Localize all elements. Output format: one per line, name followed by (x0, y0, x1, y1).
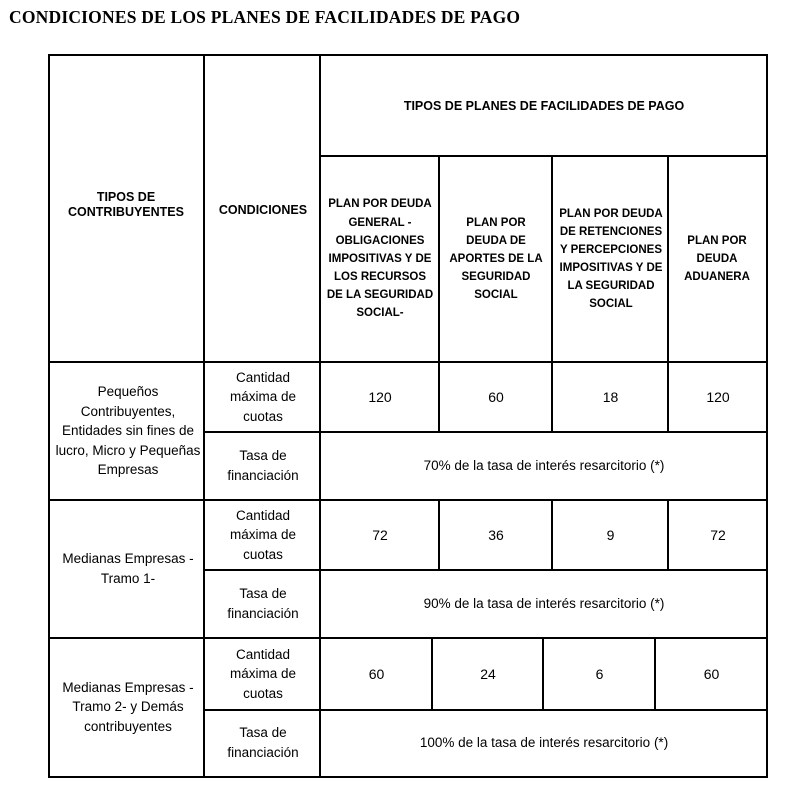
header-contribuyentes (62, 165, 190, 245)
row-1-cuotas-label-text: Cantidad máxima de cuotas (229, 369, 297, 424)
divider-plan-2 (551, 155, 553, 432)
divider-plan-3-g2 (667, 499, 669, 570)
row-2-contribuyente-label: Medianas Empresas -Tramo 1- (62, 551, 194, 586)
header-plan-aduanera-label: PLAN POR DEUDA ADUANERA (684, 234, 750, 284)
row-1-contribuyente (55, 362, 201, 500)
divider-plan-1-g3 (431, 637, 433, 710)
header-tipos-planes (321, 56, 767, 156)
table-border-left (48, 54, 50, 778)
row-1-tasa-label (206, 432, 320, 500)
divider-plan-2-g2 (551, 499, 553, 570)
row-1-cuota-general: 120 (368, 388, 392, 405)
row-3-tasa: 100% de la tasa de interés resarcitorio (*) (419, 735, 669, 751)
table-border-bottom (48, 776, 768, 778)
row-3-contribuyente (55, 638, 201, 776)
divider-group-1-2 (48, 499, 768, 501)
row-3-cuota-aduanera: 60 (703, 665, 720, 682)
row-1-cuota-aduanera: 120 (706, 388, 730, 405)
row-2-cuotas-label-text: Cantidad máxima de cuotas (229, 507, 297, 562)
divider-group-2-3 (48, 637, 768, 639)
divider-tipos-planes (319, 155, 768, 157)
row-2-tasa: 90% de la tasa de interés resarcitorio (*) (423, 596, 665, 612)
header-plan-aportes-label: PLAN POR DEUDA DE APORTES DE LA SEGURIDAD SOCIAL (449, 216, 543, 302)
header-plan-general (326, 158, 434, 360)
divider-plan-3-g3 (654, 637, 656, 710)
row-3-cuota-general: 60 (368, 665, 385, 682)
row-1-cuota-retenciones: 18 (602, 388, 619, 405)
row-3-tasa-label (206, 710, 320, 776)
divider-plan-1-g2 (438, 499, 440, 570)
header-plan-retenciones-label: PLAN POR DEUDA DE RETENCIONES Y PERCEPCIONES IMPOSITIVAS Y DE LA SEGURIDAD SOCIAL (559, 207, 663, 311)
row-1-tasa: 70% de la tasa de interés resarcitorio (*) (423, 458, 665, 474)
divider-condiciones (319, 54, 321, 778)
header-plan-aduanera (677, 158, 757, 360)
row-3-cuotas-label-text: Cantidad máxima de cuotas (229, 646, 297, 701)
divider-plan-3 (667, 155, 669, 432)
header-plan-retenciones (559, 158, 663, 360)
table-border-right (766, 54, 768, 778)
header-condiciones (206, 195, 320, 225)
row-3-tasa-label-text: Tasa de financiación (227, 725, 299, 760)
row-1-tasa-label-text: Tasa de financiación (227, 448, 299, 483)
row-1-cuotas-label (206, 362, 320, 432)
header-plan-aportes (446, 158, 546, 360)
row-3-cuota-aportes: 24 (480, 665, 496, 682)
row-3-contribuyente-label: Medianas Empresas -Tramo 2- y Demás contribuyentes (62, 679, 194, 734)
row-2-contribuyente (55, 500, 201, 638)
table-border-top (48, 54, 768, 56)
row-2-cuota-aduanera: 72 (710, 526, 726, 543)
row-3-cuota-retenciones: 6 (595, 665, 604, 682)
row-2-cuota-aportes: 36 (488, 526, 504, 543)
row-2-tasa-label (206, 570, 320, 638)
row-2-cuota-retenciones: 9 (606, 526, 615, 543)
divider-g2-inner (203, 569, 768, 571)
header-contribuyentes-label: TIPOS DE CONTRIBUYENTES (68, 190, 184, 219)
header-tipos-planes-label: TIPOS DE PLANES DE FACILIDADES DE PAGO (403, 98, 685, 113)
row-2-cuotas-label (206, 500, 320, 570)
divider-plan-2-g3 (542, 637, 544, 710)
divider-header-bottom (48, 361, 768, 363)
header-plan-general-label: PLAN POR DEUDA GENERAL - OBLIGACIONES IMPOSITIVAS Y DE LOS RECURSOS DE LA SEGURIDAD SOCIAL- (326, 198, 434, 320)
row-2-cuota-general: 72 (372, 526, 388, 543)
divider-contribuyentes (203, 54, 205, 778)
row-1-contribuyente-label: Pequeños Contribuyentes, Entidades sin fines de lucro, Micro y Pequeñas Empresas (55, 384, 201, 478)
row-1-cuota-aportes: 60 (488, 388, 504, 405)
page-title: CONDICIONES DE LOS PLANES DE FACILIDADES DE PAGO (9, 7, 521, 27)
row-2-tasa-label-text: Tasa de financiación (227, 586, 299, 621)
header-condiciones-label: CONDICIONES (218, 202, 308, 217)
row-3-cuotas-label (206, 638, 320, 710)
divider-plan-1 (438, 155, 440, 432)
divider-g3-inner (203, 709, 768, 711)
divider-g1-inner (203, 431, 768, 433)
